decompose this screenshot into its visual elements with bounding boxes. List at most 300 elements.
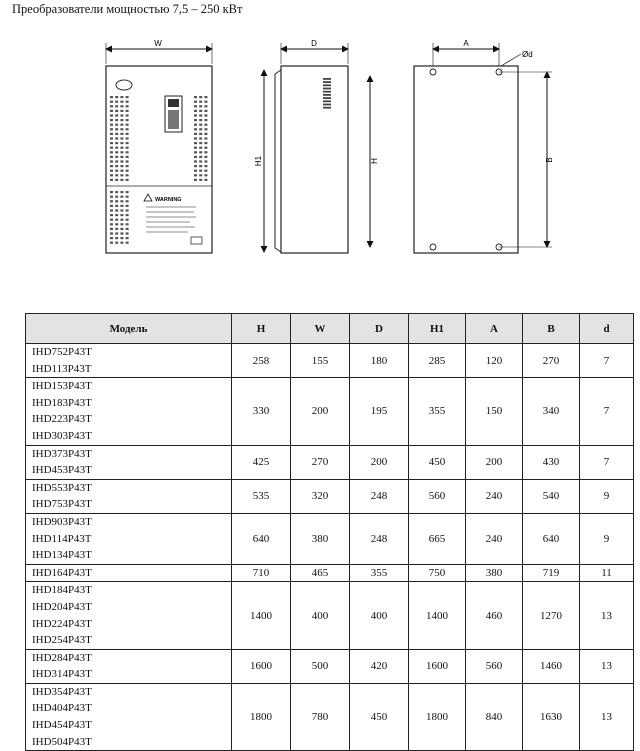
vent-slot xyxy=(110,96,113,98)
model-name: IHD224P43T xyxy=(32,617,92,630)
back-view xyxy=(414,39,554,253)
vent-slot xyxy=(126,219,129,221)
vent-slot xyxy=(199,137,202,139)
value-h1: 1800 xyxy=(409,683,466,750)
front-view xyxy=(106,39,212,253)
vent-slot xyxy=(120,232,123,234)
value-d: 355 xyxy=(350,564,409,582)
vent-slot xyxy=(110,128,113,130)
vent-slot xyxy=(115,174,118,176)
header-d: D xyxy=(350,314,409,344)
value-d: 200 xyxy=(350,445,409,479)
vent-slot xyxy=(126,242,129,244)
value-a: 240 xyxy=(466,513,523,564)
dim-w-label: W xyxy=(154,39,162,48)
model-name: IHD184P43T xyxy=(32,584,92,597)
vent-slot xyxy=(204,170,207,172)
vent-slot xyxy=(126,196,129,198)
vent-slot xyxy=(126,156,129,158)
vent-slot xyxy=(126,179,129,181)
vent-slot xyxy=(126,96,129,98)
vent-slot xyxy=(194,101,197,103)
value-a: 460 xyxy=(466,582,523,649)
vent-slot xyxy=(126,170,129,172)
side-vent-slot xyxy=(323,94,331,96)
vent-slot xyxy=(115,205,118,207)
table-row xyxy=(26,564,634,582)
vent-slot xyxy=(115,156,118,158)
vent-slot xyxy=(120,105,123,107)
vent-slot xyxy=(120,205,123,207)
vent-slot xyxy=(110,242,113,244)
vent-slot xyxy=(120,119,123,121)
vent-slot xyxy=(120,147,123,149)
vent-slot xyxy=(115,119,118,121)
value-b: 1630 xyxy=(523,683,580,750)
value-hole-d: 7 xyxy=(580,445,634,479)
vent-slot xyxy=(199,160,202,162)
page-title: Преобразователи мощностью 7,5 – 250 кВт xyxy=(12,2,243,16)
vent-slot xyxy=(110,219,113,221)
vent-slot xyxy=(115,151,118,153)
model-name: IHD113P43T xyxy=(32,362,92,375)
vent-slot xyxy=(126,228,129,230)
value-h1: 285 xyxy=(409,344,466,378)
vent-slot xyxy=(115,114,118,116)
vent-slot xyxy=(110,137,113,139)
vent-slot xyxy=(204,128,207,130)
value-a: 380 xyxy=(466,564,523,582)
value-b: 1270 xyxy=(523,582,580,649)
value-a: 560 xyxy=(466,649,523,683)
value-b: 1460 xyxy=(523,649,580,683)
header-b: B xyxy=(523,314,580,344)
vent-slot xyxy=(194,105,197,107)
vent-slot xyxy=(120,114,123,116)
vent-slot xyxy=(204,147,207,149)
model-name: IHD223P43T xyxy=(32,413,92,426)
vent-slot xyxy=(204,114,207,116)
value-h1: 450 xyxy=(409,445,466,479)
vent-slot xyxy=(120,214,123,216)
vent-slot xyxy=(126,174,129,176)
value-hole-d: 13 xyxy=(580,582,634,649)
vent-slot xyxy=(120,124,123,126)
value-d: 450 xyxy=(350,683,409,750)
vent-slot xyxy=(204,174,207,176)
value-h: 710 xyxy=(232,564,291,582)
vent-slot xyxy=(115,147,118,149)
value-d: 180 xyxy=(350,344,409,378)
vent-slot xyxy=(194,174,197,176)
vent-slot xyxy=(120,151,123,153)
vent-slot xyxy=(120,209,123,211)
vent-slot xyxy=(110,228,113,230)
vent-slot xyxy=(115,133,118,135)
model-name: IHD504P43T xyxy=(32,735,92,748)
vent-slot xyxy=(126,237,129,239)
vent-slot xyxy=(194,96,197,98)
side-vent-slot xyxy=(323,97,331,99)
vent-slot xyxy=(194,179,197,181)
vent-slot xyxy=(194,137,197,139)
vent-slot xyxy=(204,165,207,167)
vent-slot xyxy=(110,209,113,211)
vent-slot xyxy=(120,223,123,225)
table-row xyxy=(26,683,634,750)
model-name: IHD254P43T xyxy=(32,634,92,647)
dimensions-table xyxy=(25,313,634,751)
vent-slot xyxy=(204,105,207,107)
model-cell xyxy=(26,445,232,479)
vent-slot xyxy=(126,214,129,216)
vent-slot xyxy=(204,156,207,158)
value-h: 640 xyxy=(232,513,291,564)
vent-slot xyxy=(194,128,197,130)
vent-slot xyxy=(126,165,129,167)
value-b: 430 xyxy=(523,445,580,479)
dim-b-label: B xyxy=(545,157,554,163)
vent-slot xyxy=(115,179,118,181)
vent-slot xyxy=(110,174,113,176)
model-name: IHD753P43T xyxy=(32,498,92,511)
model-cell xyxy=(26,649,232,683)
vent-slot xyxy=(110,223,113,225)
header-a: A xyxy=(466,314,523,344)
value-hole-d: 9 xyxy=(580,479,634,513)
value-h1: 1600 xyxy=(409,649,466,683)
vent-slot xyxy=(204,96,207,98)
vent-slot xyxy=(110,114,113,116)
vent-slot xyxy=(115,237,118,239)
dimension-drawing xyxy=(0,28,640,268)
vent-slot xyxy=(126,142,129,144)
vent-slot xyxy=(115,165,118,167)
vent-slot xyxy=(204,133,207,135)
value-hole-d: 9 xyxy=(580,513,634,564)
side-vent-slot xyxy=(323,88,331,90)
dim-d-label: D xyxy=(311,39,317,48)
vent-slot xyxy=(120,219,123,221)
vent-slot xyxy=(199,110,202,112)
model-name: IHD453P43T xyxy=(32,464,92,477)
vent-slot xyxy=(199,151,202,153)
vent-slot xyxy=(110,170,113,172)
value-h: 1600 xyxy=(232,649,291,683)
vent-slot xyxy=(115,170,118,172)
model-cell xyxy=(26,564,232,582)
vent-slot xyxy=(126,232,129,234)
vent-slot xyxy=(194,133,197,135)
vent-slot xyxy=(199,170,202,172)
vent-slot xyxy=(120,133,123,135)
vent-slot xyxy=(194,142,197,144)
vent-slot xyxy=(120,200,123,202)
vent-slot xyxy=(110,119,113,121)
vent-slot xyxy=(115,105,118,107)
vent-slot xyxy=(194,160,197,162)
vent-slot xyxy=(110,232,113,234)
vent-slot xyxy=(110,105,113,107)
vent-slot xyxy=(204,137,207,139)
vent-slot xyxy=(115,128,118,130)
side-vent-slot xyxy=(323,84,331,86)
vent-slot xyxy=(120,191,123,193)
model-name: IHD153P43T xyxy=(32,380,92,393)
vent-slot xyxy=(110,200,113,202)
value-w: 500 xyxy=(291,649,350,683)
vent-slot xyxy=(204,151,207,153)
vent-slot xyxy=(120,237,123,239)
vent-slot xyxy=(110,165,113,167)
header-model: Модель xyxy=(26,314,232,344)
table-row xyxy=(26,479,634,513)
vent-slot xyxy=(120,96,123,98)
table-row xyxy=(26,445,634,479)
value-b: 270 xyxy=(523,344,580,378)
vent-slot xyxy=(194,114,197,116)
vent-slot xyxy=(115,137,118,139)
table-header-row xyxy=(26,314,634,344)
vent-slot xyxy=(115,214,118,216)
vent-slot xyxy=(120,156,123,158)
value-a: 150 xyxy=(466,378,523,445)
warning-title: WARNING xyxy=(155,197,182,203)
model-name: IHD454P43T xyxy=(32,719,92,732)
side-vent-slot xyxy=(323,91,331,93)
side-view xyxy=(254,39,379,253)
table-row xyxy=(26,378,634,445)
side-vent-slot xyxy=(323,107,331,109)
model-name: IHD373P43T xyxy=(32,447,92,460)
vent-slot xyxy=(194,124,197,126)
vent-slot xyxy=(120,174,123,176)
value-w: 155 xyxy=(291,344,350,378)
value-a: 120 xyxy=(466,344,523,378)
value-d: 420 xyxy=(350,649,409,683)
vent-slot xyxy=(204,160,207,162)
vent-slot xyxy=(120,170,123,172)
vent-slot xyxy=(199,156,202,158)
table-row xyxy=(26,344,634,378)
model-cell xyxy=(26,582,232,649)
vent-slot xyxy=(126,133,129,135)
table-row xyxy=(26,513,634,564)
value-w: 400 xyxy=(291,582,350,649)
side-vent-slot xyxy=(323,78,331,80)
value-w: 465 xyxy=(291,564,350,582)
value-d: 195 xyxy=(350,378,409,445)
dim-hole-label: Ød xyxy=(522,50,533,59)
value-h1: 750 xyxy=(409,564,466,582)
vent-slot xyxy=(126,151,129,153)
vent-slot xyxy=(194,147,197,149)
value-h1: 355 xyxy=(409,378,466,445)
value-w: 320 xyxy=(291,479,350,513)
vent-slot xyxy=(194,156,197,158)
vent-slot xyxy=(194,119,197,121)
vent-slot xyxy=(204,124,207,126)
value-hole-d: 7 xyxy=(580,378,634,445)
vent-slot xyxy=(110,151,113,153)
vent-slot xyxy=(115,209,118,211)
vent-slot xyxy=(120,101,123,103)
vent-slot xyxy=(204,142,207,144)
vent-slot xyxy=(115,96,118,98)
vent-slot xyxy=(199,147,202,149)
vent-slot xyxy=(126,119,129,121)
vent-slot xyxy=(204,101,207,103)
model-cell xyxy=(26,479,232,513)
model-name: IHD284P43T xyxy=(32,651,92,664)
back-panel xyxy=(414,66,518,253)
vent-slot xyxy=(110,142,113,144)
value-b: 640 xyxy=(523,513,580,564)
vent-slot xyxy=(199,142,202,144)
vent-slot xyxy=(115,124,118,126)
vent-slot xyxy=(110,179,113,181)
vent-slot xyxy=(199,119,202,121)
value-d: 400 xyxy=(350,582,409,649)
model-name: IHD903P43T xyxy=(32,515,92,528)
vent-slot xyxy=(120,160,123,162)
value-a: 240 xyxy=(466,479,523,513)
value-w: 200 xyxy=(291,378,350,445)
vent-slot xyxy=(126,110,129,112)
vent-slot xyxy=(110,147,113,149)
model-name: IHD303P43T xyxy=(32,429,92,442)
vent-slot xyxy=(204,110,207,112)
vent-slot xyxy=(199,101,202,103)
vent-slot xyxy=(110,133,113,135)
vent-slot xyxy=(115,142,118,144)
vent-slot xyxy=(115,110,118,112)
vent-slot xyxy=(194,110,197,112)
vent-slot xyxy=(194,165,197,167)
vent-slot xyxy=(120,179,123,181)
model-name: IHD164P43T xyxy=(32,566,92,579)
table-row xyxy=(26,649,634,683)
model-cell xyxy=(26,378,232,445)
value-h: 425 xyxy=(232,445,291,479)
vent-slot xyxy=(120,128,123,130)
value-hole-d: 7 xyxy=(580,344,634,378)
header-h: H xyxy=(232,314,291,344)
value-b: 719 xyxy=(523,564,580,582)
dim-h-label: H xyxy=(370,158,379,164)
value-hole-d: 13 xyxy=(580,683,634,750)
vent-slot xyxy=(110,237,113,239)
vent-slot xyxy=(115,101,118,103)
model-name: IHD752P43T xyxy=(32,346,92,358)
vent-slot xyxy=(110,160,113,162)
vent-slot xyxy=(110,205,113,207)
model-name: IHD404P43T xyxy=(32,702,92,715)
model-cell xyxy=(26,683,232,750)
vent-slot xyxy=(199,133,202,135)
vent-slot xyxy=(126,205,129,207)
header-h1: H1 xyxy=(409,314,466,344)
vent-slot xyxy=(110,124,113,126)
vent-slot xyxy=(120,142,123,144)
vent-slot xyxy=(199,179,202,181)
value-b: 340 xyxy=(523,378,580,445)
vent-slot xyxy=(110,196,113,198)
value-h: 330 xyxy=(232,378,291,445)
value-w: 780 xyxy=(291,683,350,750)
vent-slot xyxy=(126,223,129,225)
vent-slot xyxy=(115,200,118,202)
vent-slot xyxy=(199,128,202,130)
vent-slot xyxy=(120,137,123,139)
keypad-icon xyxy=(165,96,182,132)
model-name: IHD354P43T xyxy=(32,685,92,698)
vent-slot xyxy=(115,232,118,234)
side-vent-slot xyxy=(323,100,331,102)
vent-slot xyxy=(194,170,197,172)
table-row xyxy=(26,582,634,649)
model-name: IHD183P43T xyxy=(32,396,92,409)
vent-slot xyxy=(126,137,129,139)
value-b: 540 xyxy=(523,479,580,513)
vent-slot xyxy=(194,151,197,153)
vent-slot xyxy=(110,214,113,216)
vent-slot xyxy=(115,242,118,244)
vent-slot xyxy=(126,124,129,126)
vent-slot xyxy=(199,174,202,176)
vent-slot xyxy=(110,101,113,103)
model-name: IHD314P43T xyxy=(32,668,92,681)
vent-slot xyxy=(126,147,129,149)
value-h: 1400 xyxy=(232,582,291,649)
vent-slot xyxy=(126,200,129,202)
vent-slot xyxy=(204,119,207,121)
vent-slot xyxy=(199,114,202,116)
vent-slot xyxy=(115,228,118,230)
vent-slot xyxy=(115,160,118,162)
value-h: 535 xyxy=(232,479,291,513)
vent-slot xyxy=(110,110,113,112)
value-d: 248 xyxy=(350,513,409,564)
model-cell xyxy=(26,344,232,378)
value-w: 270 xyxy=(291,445,350,479)
side-vent-slot xyxy=(323,81,331,83)
vent-slot xyxy=(120,242,123,244)
vent-slot xyxy=(110,191,113,193)
side-panel xyxy=(281,66,348,253)
value-h: 258 xyxy=(232,344,291,378)
dim-a-label: A xyxy=(463,39,469,48)
value-h1: 560 xyxy=(409,479,466,513)
model-name: IHD553P43T xyxy=(32,481,92,494)
vent-slot xyxy=(126,160,129,162)
vent-slot xyxy=(126,128,129,130)
model-name: IHD114P43T xyxy=(32,532,92,545)
vent-slot xyxy=(199,124,202,126)
side-vent-slot xyxy=(323,104,331,106)
model-name: IHD204P43T xyxy=(32,600,92,613)
model-name: IHD134P43T xyxy=(32,549,92,562)
vent-slot xyxy=(115,191,118,193)
value-a: 200 xyxy=(466,445,523,479)
value-w: 380 xyxy=(291,513,350,564)
vent-slot xyxy=(120,110,123,112)
value-h1: 665 xyxy=(409,513,466,564)
vent-slot xyxy=(126,209,129,211)
value-d: 248 xyxy=(350,479,409,513)
value-h: 1800 xyxy=(232,683,291,750)
value-h1: 1400 xyxy=(409,582,466,649)
